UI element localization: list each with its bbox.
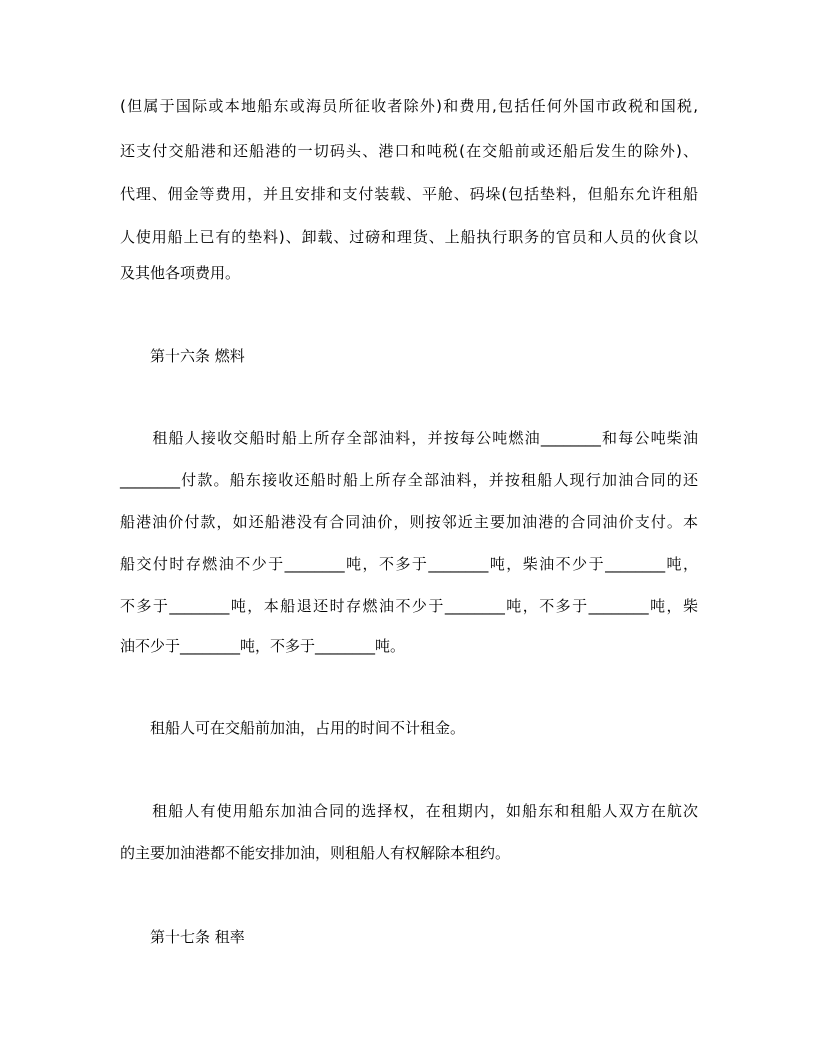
paragraph-line: 的主要加油港都不能安排加油，则租船人有权解除本租约。 (120, 844, 511, 862)
paragraph-line: 租船人有使用船东加油合同的选择权，在租期内，如船东和租船人双方在航次 (120, 802, 698, 820)
section-heading-16: 第十六条 燃料 (150, 347, 245, 365)
paragraph-line: 船港油价付款，如还船港没有合同油价，则按邻近主要加油港的合同油价支付。本 (120, 513, 698, 531)
paragraph-line: 油不少于________吨，不多于________吨。 (120, 637, 406, 655)
paragraph-line: 代理、佣金等费用，并且安排和支付装载、平舱、码垛(包括垫料，但船东允许租船 (120, 185, 698, 203)
paragraph-line: ________付款。船东接收还船时船上所存全部油料，并按租船人现行加油合同的还 (120, 471, 698, 489)
paragraph-line: (但属于国际或本地船东或海员所征收者除外)和费用,包括任何外国市政税和国税, (120, 97, 698, 115)
paragraph-line: 及其他各项费用。 (120, 264, 241, 282)
paragraph-line: 还支付交船港和还船港的一切码头、港口和吨税(在交船前或还船后发生的除外)、 (120, 142, 698, 160)
paragraph-line: 租船人可在交船前加油，占用的时间不计租金。 (120, 719, 466, 737)
section-heading-17: 第十七条 租率 (150, 928, 245, 946)
paragraph-line: 船交付时存燃油不少于________吨，不多于________吨，柴油不少于________吨， (120, 555, 698, 573)
paragraph-line: 租船人接收交船时船上所存全部油料，并按每公吨燃油________和每公吨柴油 (120, 429, 698, 447)
paragraph-line: 不多于________吨，本船退还时存燃油不少于________吨，不多于________吨，柴 (120, 597, 698, 615)
paragraph-line: 人使用船上已有的垫料)、卸载、过磅和理货、上船执行职务的官员和人员的伙食以 (120, 228, 698, 246)
